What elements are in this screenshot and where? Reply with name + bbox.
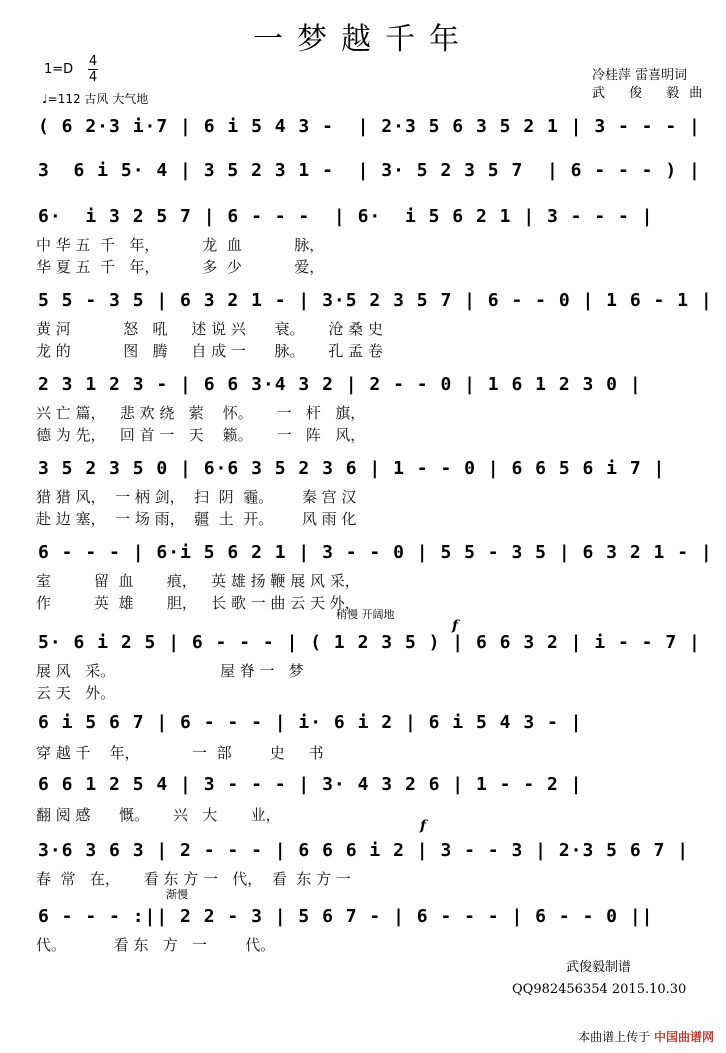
lyric-verse-1: 中 华 五 千 年， 龙 血 脉， xyxy=(36,236,325,254)
system-3 xyxy=(0,206,726,296)
notes-line: 5· 6 i 2 5 | 6 - - - | ( 1 2 3 5 ) | 6 6 3 2 | i - - 7 | xyxy=(38,632,701,653)
lyric-verse-2: 华 夏 五 千 年， 多 少 爱， xyxy=(36,258,325,276)
dynamic-forte: f xyxy=(452,618,459,634)
notes-line: 3 6 i 5· 4 | 3 5 2 3 1 - | 3· 5 2 3 5 7 | 6 - - - ) | xyxy=(38,160,701,181)
lyric-verse-1: 兴 亡 篇， 悲 欢 绕 萦 怀。 一 杆 旗， xyxy=(36,404,366,422)
lyric-verse-1: 穿 越 千 年， 一 部 史 书 xyxy=(36,744,324,762)
lyric-verse-2: 龙 的 图 腾 自 成 一 脉。 孔 孟 卷 xyxy=(36,342,383,360)
arranger-credit: 武俊毅制谱 xyxy=(566,960,632,975)
lyric-verse-2: 赴 边 塞， 一 场 雨， 疆 土 开。 风 雨 化 xyxy=(36,510,357,528)
system-6 xyxy=(0,458,726,548)
tempo-change-mark: 渐慢 xyxy=(166,888,188,901)
notes-line: ( 6 2·3 i·7 | 6 i 5 4 3 - | 2·3 5 6 3 5 2 1 | 3 - - - | xyxy=(38,116,701,137)
site-watermark xyxy=(578,1028,714,1045)
tempo-marking: ♩=112 古风 大气地 xyxy=(42,92,149,106)
watermark-text: 本曲谱上传于 xyxy=(578,1030,651,1044)
notes-line: 6 i 5 6 7 | 6 - - - | i· 6 i 2 | 6 i 5 4 3 - | xyxy=(38,712,583,733)
lyric-verse-1: 室 留 血 痕， 英 雄 扬 鞭 展 风 采， xyxy=(36,572,360,590)
lyric-verse-1: 春 常 在， 看 东 方 一 代， 看 东 方 一 xyxy=(36,870,351,888)
contact-date: QQ982456354 2015.10.30 xyxy=(512,982,687,997)
lyric-verse-2: 德 为 先， 回 首 一 天 籁。 一 阵 风， xyxy=(36,426,366,444)
lyric-verse-1: 黄 河 怒 吼 述 说 兴 衰。 沧 桑 史 xyxy=(36,320,383,338)
notes-line: 5 5 - 3 5 | 6 3 2 1 - | 3·5 2 3 5 7 | 6 - - 0 | 1 6 - 1 | xyxy=(38,290,713,311)
notes-line: 6 6 1 2 5 4 | 3 - - - | 3· 4 3 2 6 | 1 - - 2 | xyxy=(38,774,583,795)
lyric-verse-1: 猎 猎 风， 一 柄 剑， 扫 阴 霾。 秦 宫 汉 xyxy=(36,488,357,506)
notes-line: 6 - - - | 6·i 5 6 2 1 | 3 - - 0 | 5 5 - 3 5 | 6 3 2 1 - | xyxy=(38,542,713,563)
notes-line: 6 - - - :|| 2 2 - 3 | 5 6 7 - | 6 - - - | 6 - - 0 || xyxy=(38,906,654,927)
notes-line: 2 3 1 2 3 - | 6 6 3·4 3 2 | 2 - - 0 | 1 6 1 2 3 0 | xyxy=(38,374,642,395)
song-title: 一梦越千年 xyxy=(253,22,473,57)
time-signature-bottom: 4 xyxy=(88,70,98,85)
notes-line: 6· i 3 2 5 7 | 6 - - - | 6· i 5 6 2 1 | 3 - - - | xyxy=(38,206,654,227)
system-5 xyxy=(0,374,726,464)
system-8 xyxy=(0,606,726,702)
dynamic-forte: f xyxy=(420,818,427,834)
tempo-change-mark: 稍慢 开阔地 xyxy=(336,608,395,621)
time-signature xyxy=(88,54,98,85)
key-signature: 1=D xyxy=(44,62,74,77)
lyric-verse-1: 翻 阅 感 慨。 兴 大 业， xyxy=(36,806,281,824)
lyric-verse-2: 作 英 雄 胆， 长 歌 一 曲 云 天 外， xyxy=(36,594,360,612)
lyric-verse-2: 云 天 外。 xyxy=(36,684,116,702)
time-signature-top: 4 xyxy=(88,54,98,69)
watermark-brand: 中国曲谱网 xyxy=(653,1030,714,1044)
composer-credit: 武 俊 毅曲 xyxy=(592,86,713,101)
system-4 xyxy=(0,290,726,380)
lyric-verse-1: 代。 看 东 方 一 代。 xyxy=(36,936,276,954)
lyric-verse-1: 展 风 采。 屋 脊 一 梦 xyxy=(36,662,304,680)
lyricist-credit: 冷桂萍 雷喜明词 xyxy=(592,68,688,83)
notes-line: 3·6 3 6 3 | 2 - - - | 6 6 6 i 2 | 3 - - 3 | 2·3 5 6 7 | xyxy=(38,840,690,861)
notes-line: 3 5 2 3 5 0 | 6·6 3 5 2 3 6 | 1 - - 0 | 6 6 5 6 i 7 | xyxy=(38,458,666,479)
